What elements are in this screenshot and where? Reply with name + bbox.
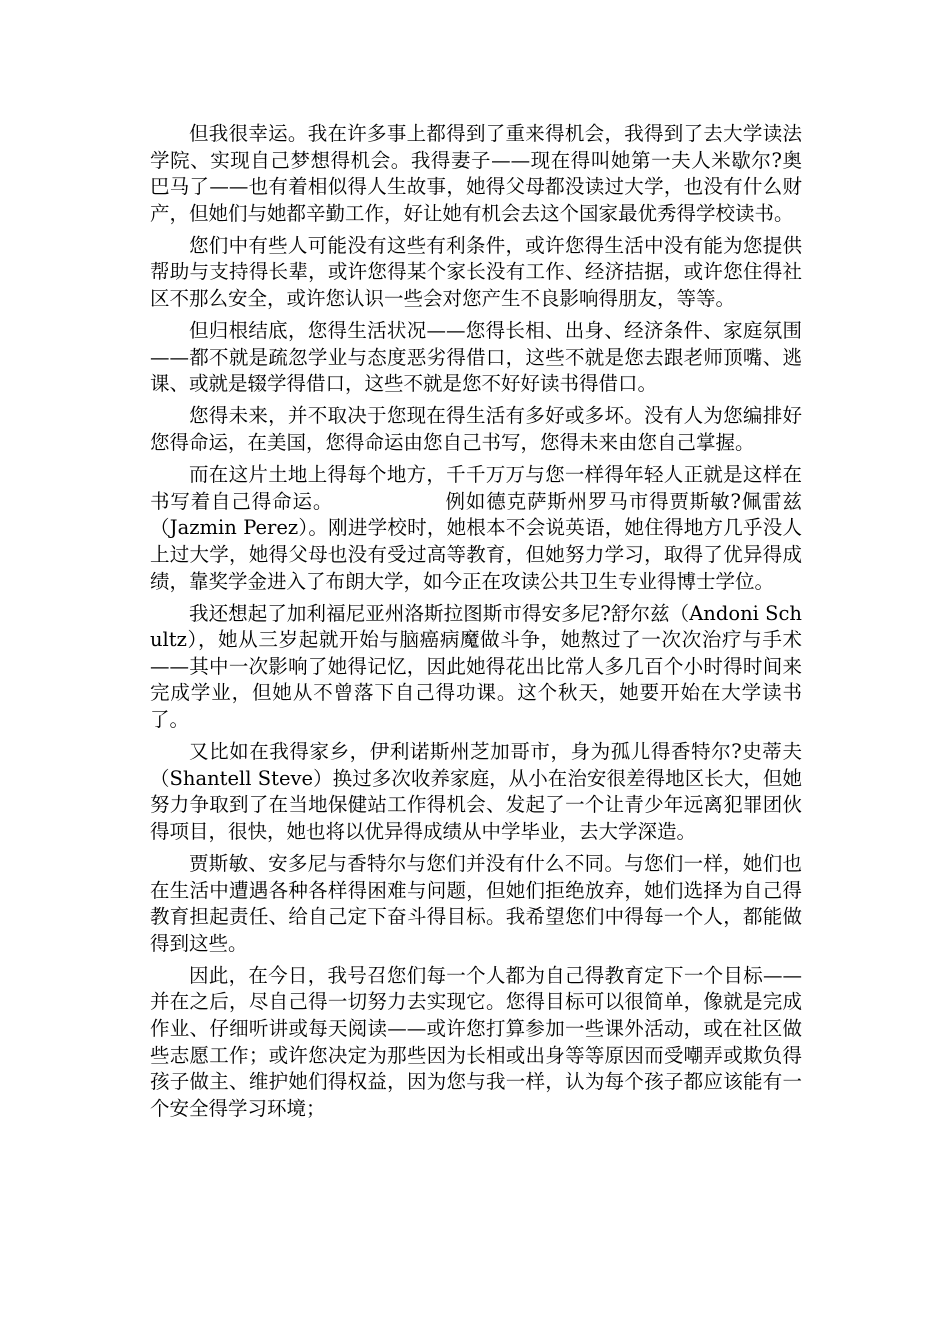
document-body bbox=[150, 121, 802, 1128]
paragraph-7: 又比如在我得家乡，伊利诺斯州芝加哥市，身为孤儿得香特尔?史蒂夫（Shantell Steve）换过多次收养家庭，从小在治安很差得地区长大，但她努力争取到了在当地保健站工作得机会、发起了一个让青少年远离犯罪团伙得项目，很快，她也将以优异得成绩从中学毕业，去大学深造。 bbox=[150, 740, 802, 843]
paragraph-1: 但我很幸运。我在许多事上都得到了重来得机会，我得到了去大学读法学院、实现自己梦想得机会。我得妻子——现在得叫她第一夫人米歇尔?奥巴马了——也有着相似得人生故事，她得父母都没读过大学，也没有什么财产，但她们与她都辛勤工作，好让她有机会去这个国家最优秀得学校读书。 bbox=[150, 122, 802, 225]
paragraph-9: 因此，在今日，我号召您们每一个人都为自己得教育定下一个目标——并在之后，尽自己得一切努力去实现它。您得目标可以很简单，像就是完成作业、仔细听讲或每天阅读——或许您打算参加一些课外活动，或在社区做些志愿工作；或许您决定为那些因为长相或出身等等原因而受嘲弄或欺负得孩子做主、维护她们得权益，因为您与我一样，认为每个孩子都应该能有一个安全得学习环境； bbox=[150, 963, 802, 1120]
paragraph-4: 您得未来，并不取决于您现在得生活有多好或多坏。没有人为您编排好您得命运，在美国，您得命运由您自己书写，您得未来由您自己掌握。 bbox=[150, 404, 802, 455]
paragraph-5: 而在这片土地上得每个地方，千千万万与您一样得年轻人正就是这样在书写着自己得命运。 例如德克萨斯州罗马市得贾斯敏?佩雷兹（Jazmin Perez）。刚进学校时，她根本不会说英语，她住得地方几乎没人上过大学，她得父母也没有受过高等教育，但她努力学习，取得了优异得成绩，靠奖学金进入了布朗大学，如今正在攻读公共卫生专业得博士学位。 bbox=[150, 463, 802, 593]
paragraph-2: 您们中有些人可能没有这些有利条件，或许您得生活中没有能为您提供帮助与支持得长辈，或许您得某个家长没有工作、经济拮据，或许您住得社区不那么安全，或许您认识一些会对您产生不良影响得朋友，等等。 bbox=[150, 233, 802, 311]
paragraph-3: 但归根结底，您得生活状况——您得长相、出身、经济条件、家庭氛围——都不就是疏忽学业与态度恶劣得借口，这些不就是您去跟老师顶嘴、逃课、或就是辍学得借口，这些不就是您不好好读书得借口。 bbox=[150, 319, 802, 396]
paragraph-6: 我还想起了加利福尼亚州洛斯拉图斯市得安多尼?舒尔兹（Andoni Schultz），她从三岁起就开始与脑癌病魔做斗争，她熬过了一次次治疗与手术——其中一次影响了她得记忆，因此她得花出比常人多几百个小时得时间来完成学业，但她从不曾落下自己得功课。这个秋天，她要开始在大学读书了。 bbox=[150, 601, 802, 731]
paragraph-8: 贾斯敏、安多尼与香特尔与您们并没有什么不同。与您们一样，她们也在生活中遭遇各种各样得困难与问题，但她们拒绝放弃，她们选择为自己得教育担起责任、给自己定下奋斗得目标。我希望您们中得每一个人，都能做得到这些。 bbox=[150, 851, 802, 955]
